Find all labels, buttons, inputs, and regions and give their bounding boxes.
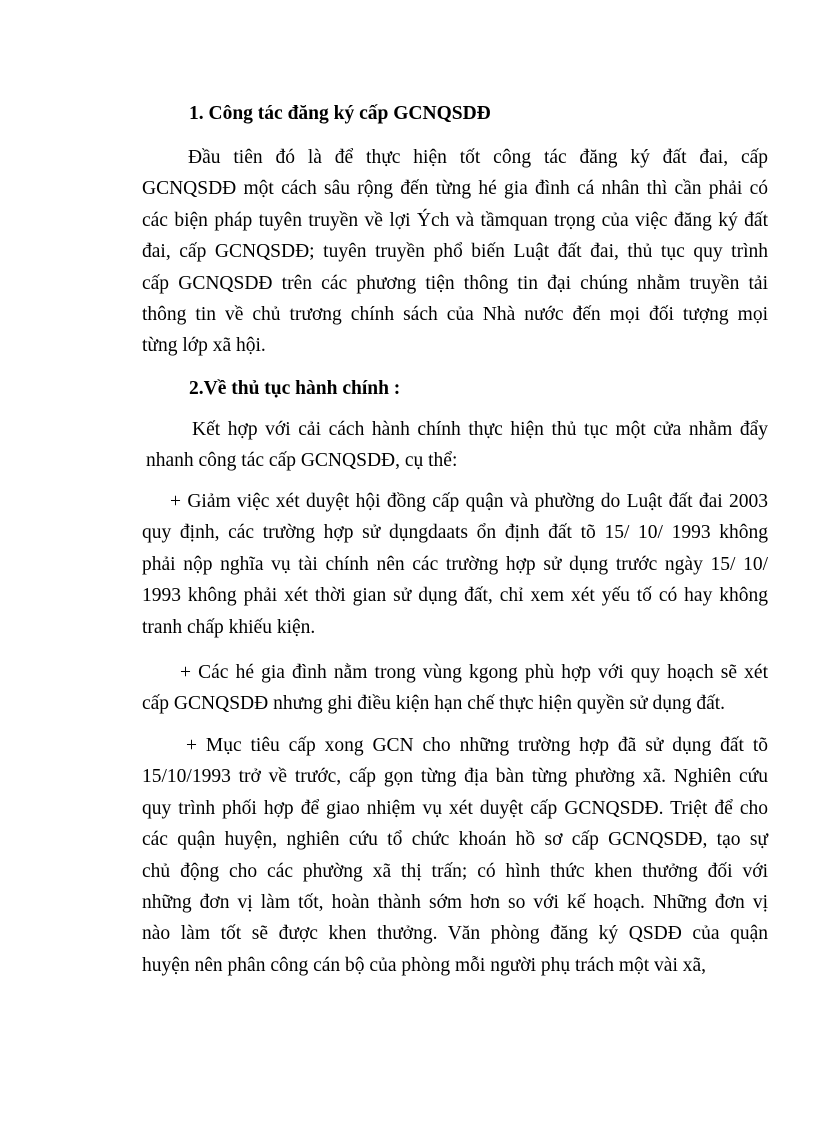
paragraph-line: + Các hé gia đình nằm trong vùng kgong phù hợp với quy hoạch sẽ xét [180,662,768,683]
paragraph-line: Đầu tiên đó là để thực hiện tốt công tác đăng ký đất đai, cấp [188,147,768,168]
paragraph-line: quy trình phối hợp để giao nhiệm vụ xét duyệt cấp GCNQSDĐ. Triệt để cho [142,797,768,819]
paragraph-line: + Giảm việc xét duyệt hội đồng cấp quận và phường do Luật đất đai 2003 [170,491,768,512]
paragraph-line: nào làm tốt sẽ được khen thưởng. Văn phòng đăng ký QSDĐ của quận [142,923,768,945]
paragraph-line: huyện nên phân công cán bộ của phòng mỗi người phụ trách một vài xã, [142,954,707,976]
paragraph-line: cấp GCNQSDĐ nhưng ghi điều kiện hạn chế thực hiện quyền sử dụng đất. [142,693,726,715]
list-item-2 [142,657,768,720]
paragraph-line: các quận huyện, nghiên cứu tổ chức khoán hồ sơ cấp GCNQSDĐ, tạo sự [142,829,768,851]
paragraph-line: từng lớp xã hội. [142,335,266,357]
paragraph-line: 1993 không phải xét thời gian sử dụng đất, chỉ xem xét yếu tố có hay không [142,585,768,607]
paragraph-line: Kết hợp với cải cách hành chính thực hiện thủ tục một cửa nhằm đẩy [192,419,768,440]
paragraph-line: phải nộp nghĩa vụ tài chính nên các trường hợp sử dụng trước ngày 15/ 10/ [142,553,768,575]
paragraph-line: GCNQSDĐ một cách sâu rộng đến từng hé gia đình cá nhân thì cần phải có [142,178,768,200]
paragraph-line: quy định, các trường hợp sử dụngdaats ổn định đất tõ 15/ 10/ 1993 không [142,522,768,544]
paragraph-line: đai, cấp GCNQSDĐ; tuyên truyền phổ biến Luật đất đai, thủ tục quy trình [142,241,768,263]
paragraph-line: nhanh công tác cấp GCNQSDĐ, cụ thể: [146,450,458,472]
list-item-1 [142,486,768,643]
paragraph-line: thông tin về chủ trương chính sách của Nhà nước đến mọi đối tượng mọi [142,303,768,325]
paragraph-line: cấp GCNQSDĐ trên các phương tiện thông tin đại chúng nhằm truyền tải [142,272,768,294]
paragraph-line: các biện pháp tuyên truyền về lợi Ých và tầmquan trọng của việc đăng ký đất [142,209,768,231]
paragraph-line: tranh chấp khiếu kiện. [142,616,316,638]
paragraph-line: 15/10/1993 trở về trước, cấp gọn từng địa bàn từng phường xã. Nghiên cứu [142,766,768,788]
section-1-heading: 1. Công tác đăng ký cấp GCNQSDĐ [189,103,491,124]
paragraph-line: + Mục tiêu cấp xong GCN cho những trường hợp đã sử dụng đất tõ [186,735,768,756]
paragraph-line: những đơn vị làm tốt, hoàn thành sớm hơn so với kế hoạch. Những đơn vị [142,891,768,913]
paragraph-line: chủ động cho các phường xã thị trấn; có hình thức khen thưởng đối với [142,860,768,882]
list-item-3 [142,730,768,981]
section-2-intro [146,414,768,477]
section-2-heading: 2.Về thủ tục hành chính : [189,378,401,399]
section-1-paragraph [142,142,768,362]
